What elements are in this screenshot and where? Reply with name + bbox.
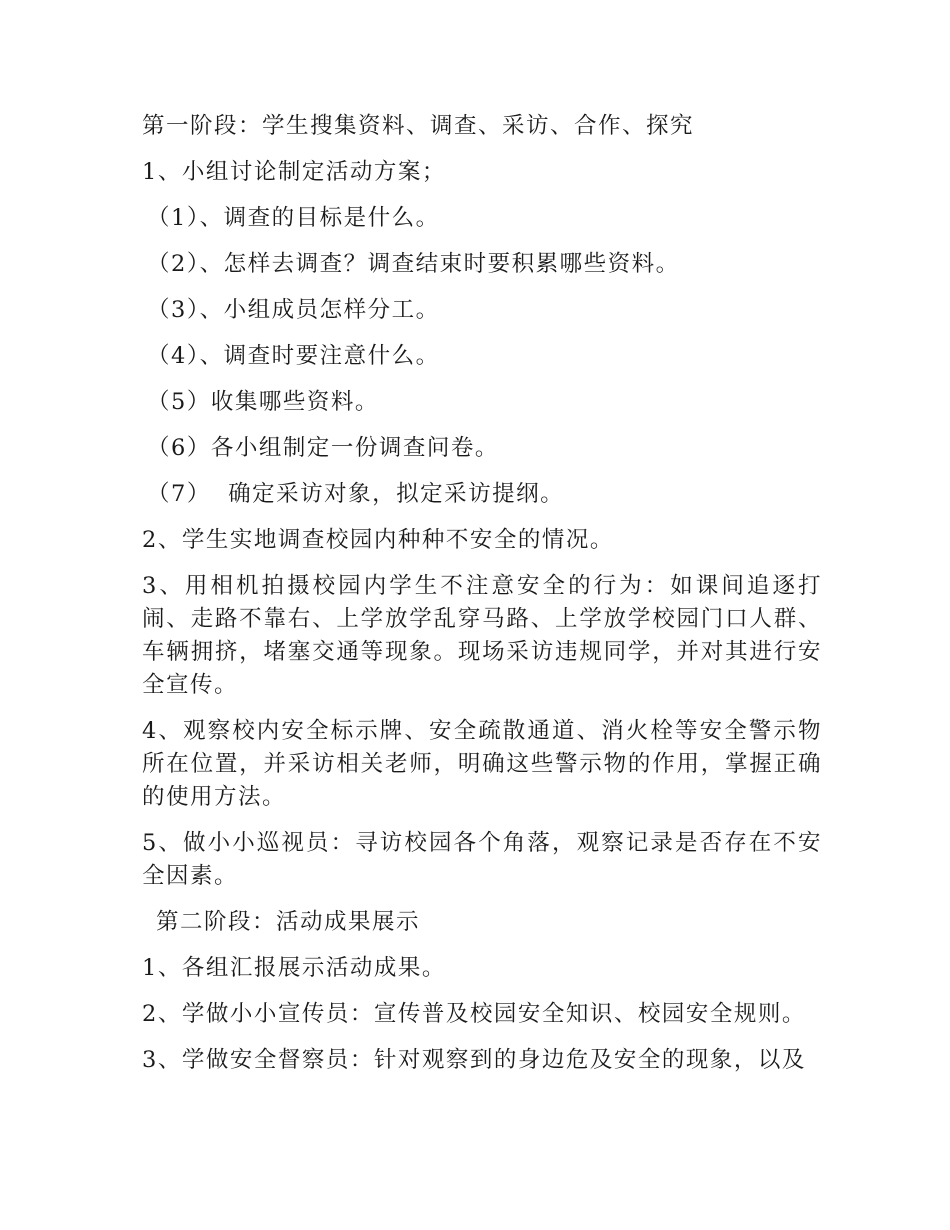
stage-two-step-3: 3、学做安全督察员：针对观察到的身边危及安全的现象，以及 (142, 1047, 806, 1073)
stage-two-heading: 第二阶段：活动成果展示 (156, 909, 421, 935)
step-2-survey: 2、学生实地调查校园内种种不安全的情况。 (142, 527, 614, 553)
sub-item-1: （1）、调查的目标是什么。 (147, 205, 440, 231)
sub-item-3: （3）、小组成员怎样分工。 (147, 297, 440, 323)
sub-item-5: （5）收集哪些资料。 (147, 389, 379, 415)
step-5-patrol: 5、做小小巡视员：寻访校园各个角落，观察记录是否存在不安全因素。 (142, 830, 822, 889)
step-1-plan: 1、小组讨论制定活动方案； (142, 159, 446, 185)
step-3-photograph: 3、用相机拍摄校园内学生不注意安全的行为：如课间追逐打闹、走路不靠右、上学放学乱穿马路、上学放学校园门口人群、车辆拥挤，堵塞交通等现象。现场采访违规同学，并对其进行安全宣传。 (142, 573, 822, 698)
document-body (142, 110, 822, 1077)
step-4-observe: 4、观察校内安全标示牌、安全疏散通道、消火栓等安全警示物所在位置，并采访相关老师，明确这些警示物的作用，掌握正确的使用方法。 (142, 718, 822, 810)
stage-two-step-1: 1、各组汇报展示活动成果。 (142, 955, 446, 981)
stage-two-step-2: 2、学做小小宣传员：宣传普及校园安全知识、校园安全规则。 (142, 1001, 806, 1027)
sub-item-7: （7） 确定采访对象，拟定采访提纲。 (147, 481, 565, 507)
stage-one-heading: 第一阶段：学生搜集资料、调查、采访、合作、探究 (142, 113, 695, 139)
sub-item-2: （2）、怎样去调查？调查结束时要积累哪些资料。 (147, 251, 680, 277)
sub-item-6: （6）各小组制定一份调查问卷。 (147, 435, 499, 461)
sub-item-4: （4）、调查时要注意什么。 (147, 343, 440, 369)
